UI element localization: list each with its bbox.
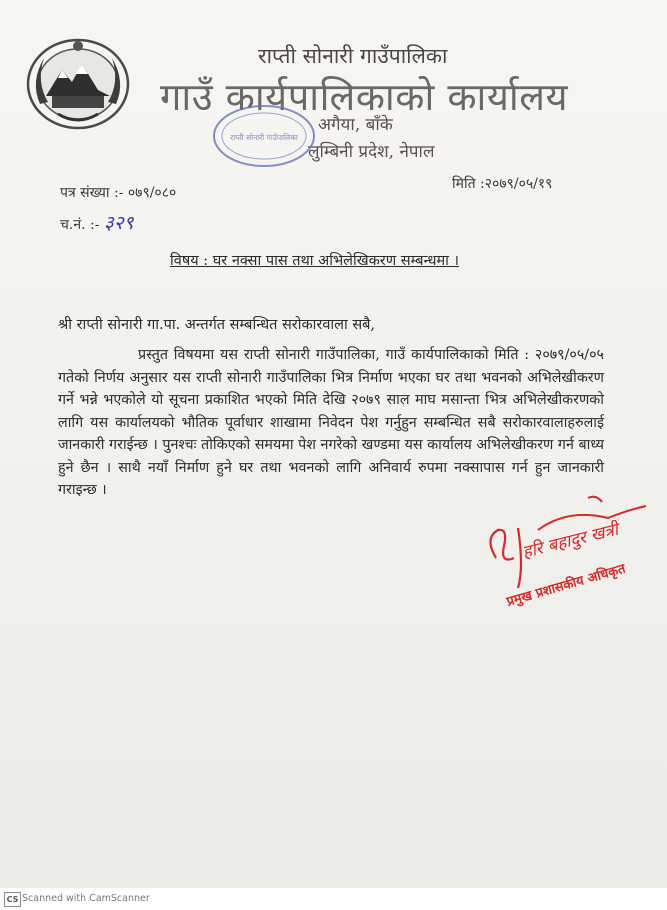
dispatch-number <box>60 209 134 235</box>
nepal-emblem-icon <box>22 34 134 134</box>
office-stamp-icon <box>208 100 326 170</box>
letter-number: पत्र संख्या :- ०७९/०८० <box>60 185 177 201</box>
scanner-watermark: Scanned with CamScanner <box>22 893 150 904</box>
camscanner-logo-icon: CS <box>4 892 21 907</box>
org-subtitle: राप्ती सोनारी गाउँपालिका <box>258 44 448 68</box>
stamp-label: राप्ती सोनारी गाउँपालिका <box>230 133 298 142</box>
signature-block <box>478 488 667 618</box>
org-title: गाउँ कार्यपालिकाको कार्यालय <box>160 75 569 119</box>
address-line-2: लुम्बिनी प्रदेश, नेपाल <box>308 142 435 162</box>
signature-name: हरि बहादुर खत्री <box>520 519 621 563</box>
letter-subject: विषय : घर नक्सा पास तथा अभिलेखिकरण सम्बन्धमा । <box>170 253 460 269</box>
signature-title: प्रमुख प्रशासकीय अधिकृत <box>504 561 628 610</box>
address-line-1: अगैया, बाँके <box>318 115 393 135</box>
letter-date: मिति :२०७९/०५/१९ <box>452 176 553 192</box>
signature-scribble <box>490 528 521 588</box>
dispatch-label: च.नं. :- <box>60 217 100 233</box>
salutation: श्री राप्ती सोनारी गा.पा. अन्तर्गत सम्बन्धित सरोकारवाला सबै, <box>58 317 376 333</box>
dispatch-value: ३२९ <box>103 212 134 234</box>
letter-body: प्रस्तुत विषयमा यस राप्ती सोनारी गाउँपालिका, गाउँ कार्यपालिकाको मिति : २०७९/०५/०५ गतेको निर्णय अनुसार यस राप्ती सोनारी गाउँपालिका भित्र निर्माण भएका घर तथा भवनको अभिलेखीकरण गर्ने भन्ने भएकोले यो सूचना प्रकाशित भएको मिति देखि २०७९ साल माघ मसान्ता भित्र अभिलेखीकरणको लागि यस कार्यालयको भौतिक पूर्वाधार शाखामा निवेदन पेश गर्नुहुन सम्बन्धित सबै सरोकारवालाहरुलाई जानकारी गराईन्छ । पुनश्चः तोकिएको समयमा पेश नगरेको खण्डमा यस कार्यालय अभिलेखीकरण गर्न बाध्य हुने छैन । साथै नयाँ निर्माण हुने घर तथा भवनको लागि अनिवार्य रुपमा नक्सापास गर्न हुन जानकारी गराइन्छ । <box>58 347 604 498</box>
